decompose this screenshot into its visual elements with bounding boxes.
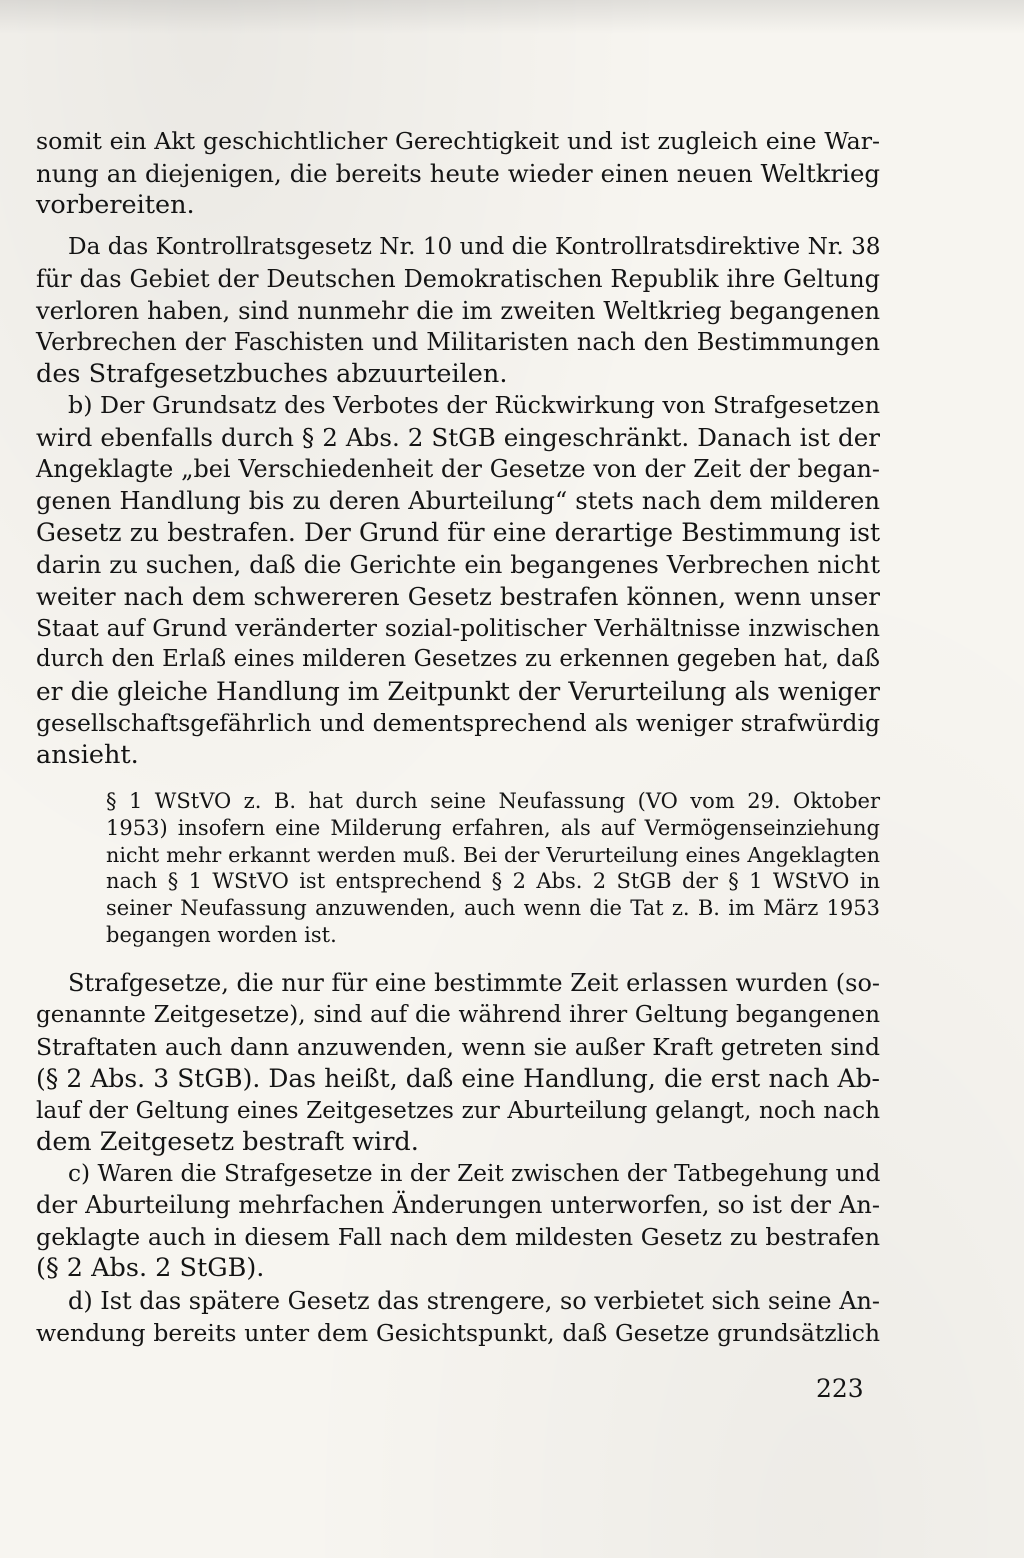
text-line: des Strafgesetzbuches abzuurteilen.: [36, 359, 508, 390]
text-line: b) Der Grundsatz des Verbotes der Rückwirkung von Strafgesetzen: [68, 391, 880, 419]
text-line: genannte Zeitgesetze), sind auf die während ihrer Geltung begangenen: [36, 1001, 880, 1028]
text-line: für das Gebiet der Deutschen Demokratischen Republik ihre Geltung: [36, 264, 880, 293]
text-line: nung an diejenigen, die bereits heute wieder einen neuen Weltkrieg: [36, 158, 880, 188]
text-line: Gesetz zu bestrafen. Der Grund für eine derartige Bestimmung ist: [36, 518, 880, 548]
paragraph-6: [36, 1286, 880, 1350]
text-line: Da das Kontrollratsgesetz Nr. 10 und die Kontrollratsdirektive Nr. 38: [68, 234, 881, 260]
text-line: (§ 2 Abs. 3 StGB). Das heißt, daß eine Handlung, die erst nach Ab-: [36, 1064, 880, 1094]
text-line: Strafgesetze, die nur für eine bestimmte Zeit erlassen wurden (so-: [68, 969, 880, 997]
paragraph-3: [36, 390, 880, 772]
text-line: lauf der Geltung eines Zeitgesetzes zur Aburteilung gelangt, noch nach: [36, 1097, 880, 1125]
text-line: Angeklagte „bei Verschiedenheit der Gesetze von der Zeit der began-: [36, 454, 880, 483]
text-line: er die gleiche Handlung im Zeitpunkt der Verurteilung als weniger: [36, 677, 880, 707]
scan-edge-shadow: [0, 0, 1024, 34]
note-line: nach § 1 WStVO ist entsprechend § 2 Abs. 2 StGB der § 1 WStVO in: [106, 869, 880, 894]
text-line: durch den Erlaß eines milderen Gesetzes zu erkennen gegeben hat, daß: [36, 646, 880, 673]
note-line: seiner Neufassung anzuwenden, auch wenn die Tat z. B. im März 1953: [106, 896, 880, 921]
note-line: § 1 WStVO z. B. hat durch seine Neufassung (VO vom 29. Oktober: [106, 789, 880, 813]
text-line: dem Zeitgesetz bestraft wird.: [36, 1126, 419, 1157]
note-line: nicht mehr erkannt werden muß. Bei der Verurteilung eines Angeklagten: [106, 842, 880, 867]
text-line: geklagte auch in diesem Fall nach dem mildesten Gesetz zu bestrafen: [36, 1222, 880, 1251]
footnote-block: [106, 788, 880, 949]
page-number: 223: [816, 1374, 864, 1403]
note-line: 1953) insofern eine Milderung erfahren, als auf Vermögenseinziehung: [106, 815, 880, 840]
paragraph-1: [36, 126, 880, 221]
text-line: ansieht.: [36, 739, 139, 770]
note-line: begangen worden ist.: [106, 922, 337, 947]
text-line: wird ebenfalls durch § 2 Abs. 2 StGB eingeschränkt. Danach ist der: [36, 422, 880, 452]
text-line: Straftaten auch dann anzuwenden, wenn sie außer Kraft getreten sind: [36, 1032, 880, 1061]
text-line: wendung bereits unter dem Gesichtspunkt, daß Gesetze grundsätzlich: [36, 1318, 880, 1347]
text-line: darin zu suchen, daß die Gerichte ein begangenes Verbrechen nicht: [36, 549, 880, 579]
text-line: gesellschaftsgefährlich und dementsprechend als weniger strafwürdig: [36, 708, 880, 737]
text-line: somit ein Akt geschichtlicher Gerechtigkeit und ist zugleich eine War-: [36, 127, 880, 155]
text-line: (§ 2 Abs. 2 StGB).: [36, 1253, 265, 1284]
text-line: genen Handlung bis zu deren Aburteilung“ stets nach dem milderen: [36, 486, 880, 516]
text-line: verloren haben, sind nunmehr die im zweiten Weltkrieg begangenen: [36, 296, 880, 325]
text-line: Verbrechen der Faschisten und Militaristen nach den Bestimmungen: [36, 328, 880, 357]
paragraph-2: [36, 232, 880, 391]
text-line: Staat auf Grund veränderter sozial-politischer Verhältnisse inzwischen: [36, 613, 880, 642]
paragraph-4: [36, 968, 880, 1159]
text-line: c) Waren die Strafgesetze in der Zeit zwischen der Tatbegehung und: [68, 1160, 881, 1187]
text-line: weiter nach dem schwereren Gesetz bestrafen können, wenn unser: [36, 581, 880, 611]
text-line: der Aburteilung mehrfachen Änderungen unterworfen, so ist der An-: [36, 1190, 880, 1219]
text-line: d) Ist das spätere Gesetz das strengere, so verbietet sich seine An-: [68, 1287, 880, 1315]
text-line: vorbereiten.: [36, 189, 195, 220]
paragraph-5: [36, 1158, 880, 1285]
